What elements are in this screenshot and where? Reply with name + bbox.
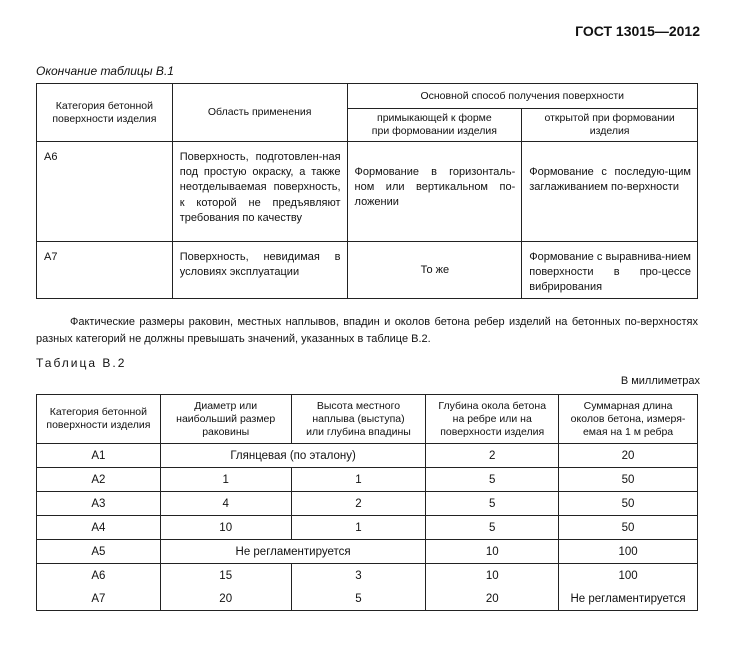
cell-category: А4	[37, 516, 161, 540]
header-diameter: Диаметр или наибольший размер раковины	[160, 395, 291, 444]
cell-depth: 10	[426, 540, 559, 564]
cell-depth: 5	[426, 492, 559, 516]
cell-total: 100	[559, 540, 698, 564]
cell-height: 5	[291, 587, 426, 611]
table-row	[37, 242, 698, 299]
cell-height: 1	[291, 516, 426, 540]
cell-category: А3	[37, 492, 161, 516]
standard-number: ГОСТ 13015—2012	[575, 23, 700, 39]
cell-open: Формование с выравнива-нием поверхности в про-цессе вибрирования	[522, 242, 698, 299]
cell-adjacent: То же	[347, 242, 522, 299]
cell-total: 20	[559, 444, 698, 468]
cell-application: Поверхность, подготовлен-ная под простую окраску, а также неотделываемая поверхность, к которой не предъявляют требования по качеству	[172, 142, 347, 242]
cell-category: А2	[37, 468, 161, 492]
cell-category: А6	[37, 564, 161, 588]
table-row	[37, 468, 698, 492]
header-application: Область применения	[172, 84, 347, 142]
table-b2-units: В миллиметрах	[620, 375, 700, 387]
cell-adjacent: Формование в горизонталь-ном или вертикальном по-ложении	[347, 142, 522, 242]
cell-diameter: 4	[160, 492, 291, 516]
cell-diameter: 10	[160, 516, 291, 540]
cell-category: А7	[37, 242, 173, 299]
cell-diameter: 15	[160, 564, 291, 588]
header-height: Высота местного наплыва (выступа) или глубина впадины	[291, 395, 426, 444]
table-row	[37, 444, 698, 468]
table-b2	[36, 394, 698, 611]
cell-total: 50	[559, 468, 698, 492]
cell-application: Поверхность, невидимая в условиях эксплуатации	[172, 242, 347, 299]
table-b1-caption: Окончание таблицы В.1	[36, 64, 174, 78]
table-row	[37, 142, 698, 242]
header-method: Основной способ получения поверхности	[347, 84, 697, 109]
table-row	[37, 492, 698, 516]
cell-depth: 10	[426, 564, 559, 588]
cell-height: 2	[291, 492, 426, 516]
cell-category: А7	[37, 587, 161, 611]
table-row	[37, 516, 698, 540]
cell-diameter: 20	[160, 587, 291, 611]
table-b1	[36, 83, 698, 299]
cell-depth: 5	[426, 516, 559, 540]
cell-open: Формование с последую-щим заглаживанием по-верхности	[522, 142, 698, 242]
cell-total: 50	[559, 492, 698, 516]
header-adjacent: примыкающей к форме при формовании изделия	[347, 109, 522, 142]
table-row	[37, 564, 698, 588]
cell-category: А5	[37, 540, 161, 564]
cell-height: 1	[291, 468, 426, 492]
cell-total: 100	[559, 564, 698, 588]
cell-total: 50	[559, 516, 698, 540]
table-row	[37, 587, 698, 611]
cell-category: А1	[37, 444, 161, 468]
cell-depth: 5	[426, 468, 559, 492]
table-b2-caption: Таблица В.2	[36, 356, 127, 370]
cell-merged: Не регламентируется	[160, 540, 426, 564]
cell-depth: 20	[426, 587, 559, 611]
table-row	[37, 540, 698, 564]
cell-height: 3	[291, 564, 426, 588]
cell-merged: Глянцевая (по эталону)	[160, 444, 426, 468]
cell-depth: 2	[426, 444, 559, 468]
cell-category: А6	[37, 142, 173, 242]
cell-diameter: 1	[160, 468, 291, 492]
header-category: Категория бетонной поверхности изделия	[37, 84, 173, 142]
header-depth: Глубина окола бетона на ребре или на поверхности изделия	[426, 395, 559, 444]
cell-total: Не регламентируется	[559, 587, 698, 611]
body-paragraph: Фактические размеры раковин, местных наплывов, впадин и околов бетона ребер изделий на бетонных по-верхностях разных категорий не должны превышать значений, указанных в таблице В.2.	[36, 316, 698, 345]
header-open: открытой при формовании изделия	[522, 109, 698, 142]
header-category: Категория бетонной поверхности изделия	[37, 395, 161, 444]
header-total: Суммарная длина околов бетона, измеря- емая на 1 м ребра	[559, 395, 698, 444]
